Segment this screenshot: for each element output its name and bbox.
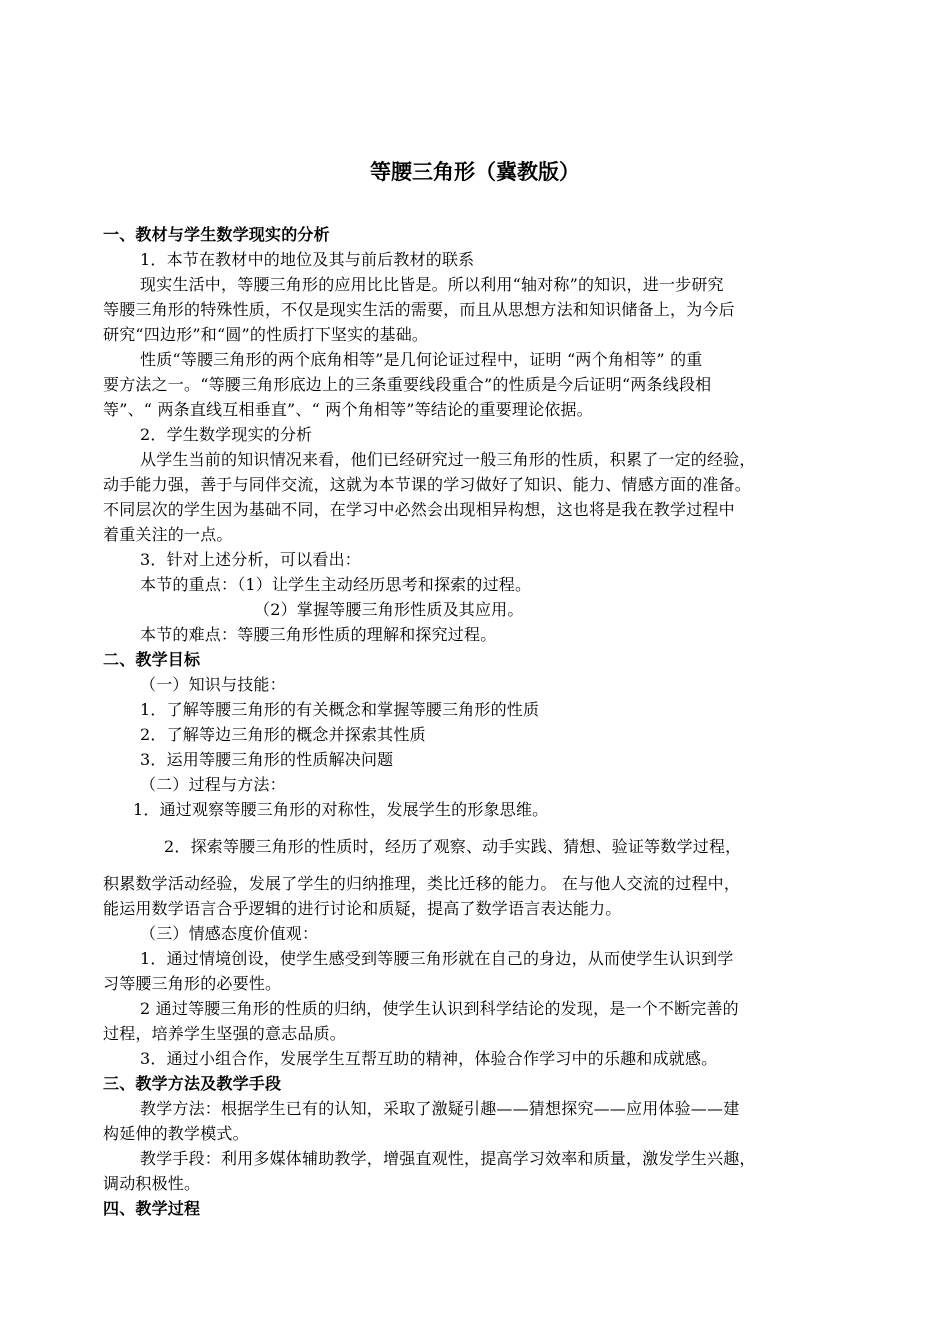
section-heading-2: 二、教学目标	[103, 650, 201, 669]
paragraph-line: 要方法之一。“等腰三角形底边上的三条重要线段重合”的性质是今后证明“两条线段相	[103, 375, 712, 394]
list-item: 2 通过等腰三角形的性质的归纳，使学生认识到科学结论的发现，是一个不断完善的	[140, 999, 739, 1018]
section-heading-4: 四、教学过程	[103, 1199, 201, 1218]
subsection-2-3: （三）情感态度价值观：	[140, 924, 319, 943]
list-item: 2．探索等腰三角形的性质时，经历了观察、动手实践、猜想、验证等数学过程，	[164, 837, 742, 856]
paragraph-line: 教学方法：根据学生已有的认知，采取了激疑引趣——猜想探究——应用体验——建	[140, 1099, 740, 1118]
section-heading-3: 三、教学方法及教学手段	[103, 1074, 282, 1093]
paragraph-line: 不同层次的学生因为基础不同，在学习中必然会出现相异构想，这也将是我在教学过程中	[103, 500, 735, 519]
list-item: 1．了解等腰三角形的有关概念和掌握等腰三角形的性质	[140, 700, 540, 719]
subsection-2-2: （二）过程与方法：	[140, 775, 286, 794]
paragraph-line: 积累数学活动经验，发展了学生的归纳推理，类比迁移的能力。 在与他人交流的过程中，	[103, 874, 741, 893]
difficulty-point: 本节的难点：等腰三角形性质的理解和探究过程。	[140, 625, 497, 644]
page-title: 等腰三角形（冀教版）	[370, 160, 580, 184]
subsection-1-2: 2．学生数学现实的分析	[140, 425, 313, 444]
section-heading-1: 一、教材与学生数学现实的分析	[103, 225, 330, 244]
paragraph-line: 习等腰三角形的必要性。	[103, 974, 282, 993]
key-point-2: （2）掌握等腰三角形性质及其应用。	[254, 600, 524, 619]
list-item: 2．了解等边三角形的概念并探索其性质	[140, 725, 426, 744]
paragraph-line: 动手能力强，善于与同伴交流，这就为本节课的学习做好了知识、能力、情感方面的准备。	[103, 475, 752, 494]
key-point-1: 本节的重点：（1）让学生主动经历思考和探索的过程。	[140, 575, 532, 594]
paragraph-line: 等”、“ 两条直线互相垂直”、“ 两个角相等”等结论的重要理论依据。	[103, 400, 593, 419]
paragraph-line: 等腰三角形的特殊性质，不仅是现实生活的需要，而且从思想方法和知识储备上，为今后	[103, 300, 735, 319]
paragraph-line: 研究“四边形”和“圆”的性质打下坚实的基础。	[103, 325, 429, 344]
list-item: 3．通过小组合作，发展学生互帮互助的精神，体验合作学习中的乐趣和成就感。	[140, 1049, 718, 1068]
subsection-1-3: 3．针对上述分析，可以看出：	[140, 550, 361, 569]
paragraph-line: 构延伸的教学模式。	[103, 1124, 249, 1143]
list-item: 1．通过观察等腰三角形的对称性，发展学生的形象思维。	[133, 800, 549, 819]
paragraph-line: 从学生当前的知识情况来看，他们已经研究过一般三角形的性质，积累了一定的经验，	[140, 450, 756, 469]
paragraph-line: 性质“等腰三角形的两个底角相等”是几何论证过程中，证明 “两个角相等” 的重	[140, 350, 703, 369]
subsection-1-1: 1．本节在教材中的地位及其与前后教材的联系	[140, 250, 475, 269]
paragraph-line: 教学手段：利用多媒体辅助教学，增强直观性，提高学习效率和质量，激发学生兴趣，	[140, 1149, 756, 1168]
list-item: 1．通过情境创设，使学生感受到等腰三角形就在自己的身边，从而使学生认识到学	[140, 949, 734, 968]
paragraph-line: 能运用数学语言合乎逻辑的进行讨论和质疑，提高了数学语言表达能力。	[103, 899, 622, 918]
subsection-2-1: （一）知识与技能：	[140, 675, 286, 694]
paragraph-line: 着重关注的一点。	[103, 525, 233, 544]
paragraph-line: 现实生活中，等腰三角形的应用比比皆是。所以利用“轴对称”的知识，进一步研究	[140, 275, 724, 294]
list-item: 3．运用等腰三角形的性质解决问题	[140, 750, 394, 769]
paragraph-line: 过程，培养学生坚强的意志品质。	[103, 1024, 347, 1043]
paragraph-line: 调动积极性。	[103, 1174, 201, 1193]
